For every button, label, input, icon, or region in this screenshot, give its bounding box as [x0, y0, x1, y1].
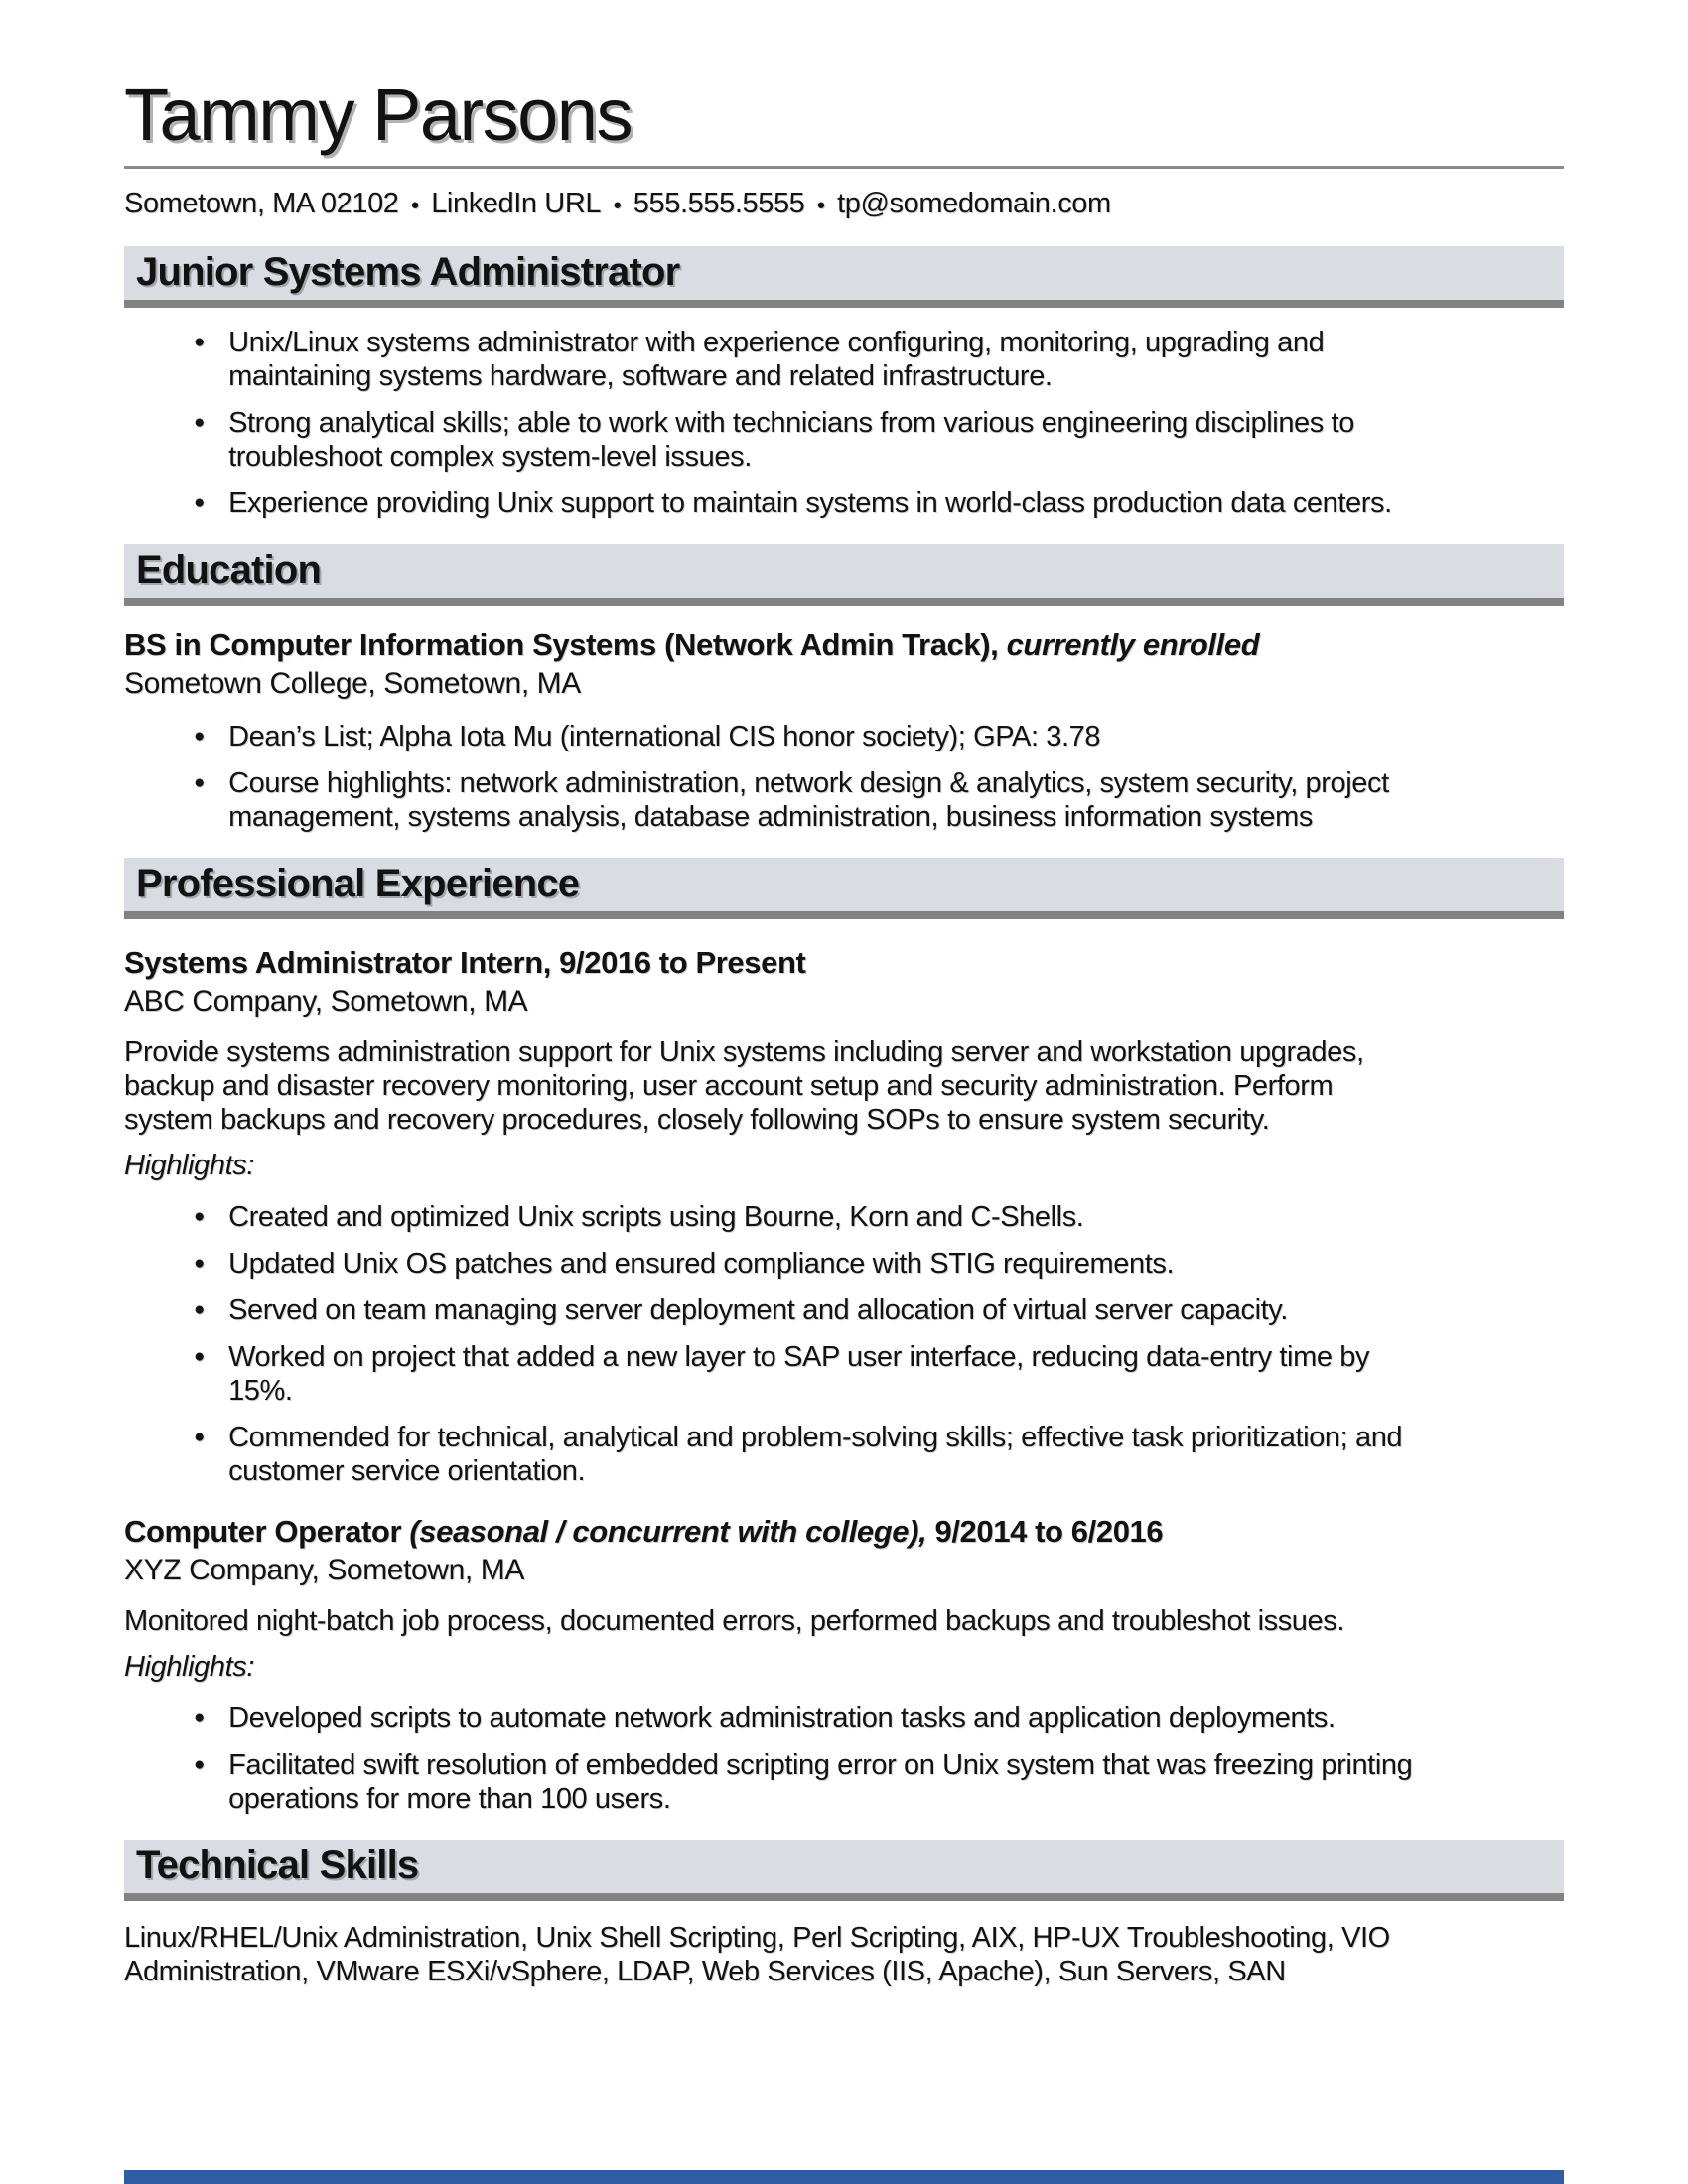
list-item: [124, 406, 1564, 474]
job-title-text: Computer Operator: [124, 1513, 410, 1549]
list-item: [124, 1340, 1564, 1408]
job-summary: Monitored night-batch job process, documented errors, performed backups and troubleshot issues.: [124, 1604, 1345, 1637]
list-item: [124, 766, 1564, 834]
degree-title: BS in Computer Information Systems (Network Admin Track),: [124, 626, 1007, 662]
bullet-separator-icon: ●: [816, 196, 826, 213]
bullet-text: Served on team managing server deployment and allocation of virtual server capacity.: [228, 1294, 1288, 1326]
job-title-dates: 9/2014 to 6/2016: [926, 1513, 1164, 1549]
bullet-text: Strong analytical skills; able to work with technicians from various engineering disciplines to troubleshoot complex system-level issues.: [228, 406, 1354, 473]
bullet-text: Updated Unix OS patches and ensured compliance with STIG requirements.: [228, 1247, 1175, 1280]
bullet-icon: ●: [194, 491, 206, 513]
bullet-icon: ●: [194, 725, 206, 747]
highlights-label: Highlights:: [124, 1650, 254, 1683]
section-heading-experience-label: Professional Experience: [136, 861, 580, 905]
bullet-icon: ●: [194, 1753, 206, 1775]
section-heading-experience: [124, 858, 1564, 919]
contact-phone: 555.555.5555: [633, 187, 805, 219]
contact-email: tp@somedomain.com: [837, 187, 1111, 219]
education-bullet-list: [124, 720, 1564, 834]
highlights-label: Highlights:: [124, 1149, 254, 1181]
bullet-icon: ●: [194, 331, 206, 352]
section-heading-summary: [124, 246, 1564, 308]
contact-location: Sometown, MA 02102: [124, 187, 399, 219]
list-item: [124, 1421, 1564, 1488]
degree-status: currently enrolled: [1006, 626, 1260, 662]
bullet-text: Created and optimized Unix scripts using Bourne, Korn and C-Shells.: [228, 1200, 1084, 1233]
list-item: [124, 326, 1564, 393]
bullet-separator-icon: ●: [410, 196, 420, 213]
person-name: Tammy Parsons: [124, 77, 1564, 169]
footer-accent-bar: [124, 2170, 1564, 2184]
job-title: [124, 945, 1564, 981]
bullet-icon: ●: [194, 1345, 206, 1367]
job-bullet-list: [124, 1702, 1564, 1816]
job-title: [124, 1514, 1564, 1550]
bullet-text: Facilitated swift resolution of embedded scripting error on Unix system that was freezing printing operations for more than 100 users.: [228, 1748, 1413, 1815]
summary-bullet-list: [124, 326, 1564, 520]
bullet-icon: ●: [194, 1426, 206, 1447]
bullet-icon: ●: [194, 1252, 206, 1274]
school-line: Sometown College, Sometown, MA: [124, 666, 581, 700]
list-item: [124, 720, 1564, 753]
bullet-text: Dean’s List; Alpha Iota Mu (international CIS honor society); GPA: 3.78: [228, 720, 1101, 752]
bullet-text: Experience providing Unix support to maintain systems in world-class production data centers.: [228, 486, 1392, 519]
bullet-separator-icon: ●: [613, 196, 622, 213]
list-item: [124, 1702, 1564, 1735]
job-company: XYZ Company, Sometown, MA: [124, 1553, 524, 1586]
section-heading-skills-label: Technical Skills: [136, 1843, 419, 1887]
bullet-icon: ●: [194, 411, 206, 433]
job-bullet-list: [124, 1200, 1564, 1488]
bullet-text: Course highlights: network administration, network design & analytics, system security, project management, systems analysis, database administration, business information systems: [228, 766, 1389, 833]
list-item: [124, 1200, 1564, 1234]
bullet-icon: ●: [194, 1298, 206, 1320]
job-company: ABC Company, Sometown, MA: [124, 984, 528, 1018]
contact-linkedin: LinkedIn URL: [431, 187, 602, 219]
bullet-icon: ●: [194, 771, 206, 793]
section-heading-education-label: Education: [136, 547, 322, 592]
skills-text: Linux/RHEL/Unix Administration, Unix Shell Scripting, Perl Scripting, AIX, HP-UX Troubleshooting, VIO Administration, VMware ESXi/vSphere, LDAP, Web Services (IIS, Apache), Sun Servers, SAN: [124, 1921, 1390, 1987]
job-summary: Provide systems administration support for Unix systems including server and workstation upgrades, backup and disaster recovery monitoring, user account setup and security administration. Perform system backups and recovery procedures, closely following SOPs to ensure system security.: [124, 1035, 1364, 1136]
list-item: [124, 486, 1564, 520]
job-entry: [124, 945, 1564, 1488]
list-item: [124, 1294, 1564, 1327]
bullet-text: Unix/Linux systems administrator with experience configuring, monitoring, upgrading and maintaining systems hardware, software and related infrastructure.: [228, 326, 1325, 392]
job-entry: [124, 1514, 1564, 1816]
job-title-text: Systems Administrator Intern, 9/2016 to Present: [124, 944, 806, 980]
section-heading-summary-label: Junior Systems Administrator: [136, 249, 680, 294]
section-heading-skills: [124, 1840, 1564, 1901]
degree-line: [124, 627, 1564, 663]
contact-line: [124, 187, 1564, 222]
bullet-icon: ●: [194, 1706, 206, 1728]
bullet-text: Developed scripts to automate network administration tasks and application deployments.: [228, 1702, 1336, 1734]
bullet-text: Worked on project that added a new layer to SAP user interface, reducing data-entry time by 15%.: [228, 1340, 1370, 1407]
section-heading-education: [124, 544, 1564, 606]
bullet-icon: ●: [194, 1205, 206, 1227]
job-title-note: (seasonal / concurrent with college),: [409, 1513, 927, 1549]
list-item: [124, 1247, 1564, 1281]
bullet-text: Commended for technical, analytical and problem-solving skills; effective task prioritization; and customer service orientation.: [228, 1421, 1403, 1487]
resume-content: [0, 73, 1688, 1988]
list-item: [124, 1748, 1564, 1816]
